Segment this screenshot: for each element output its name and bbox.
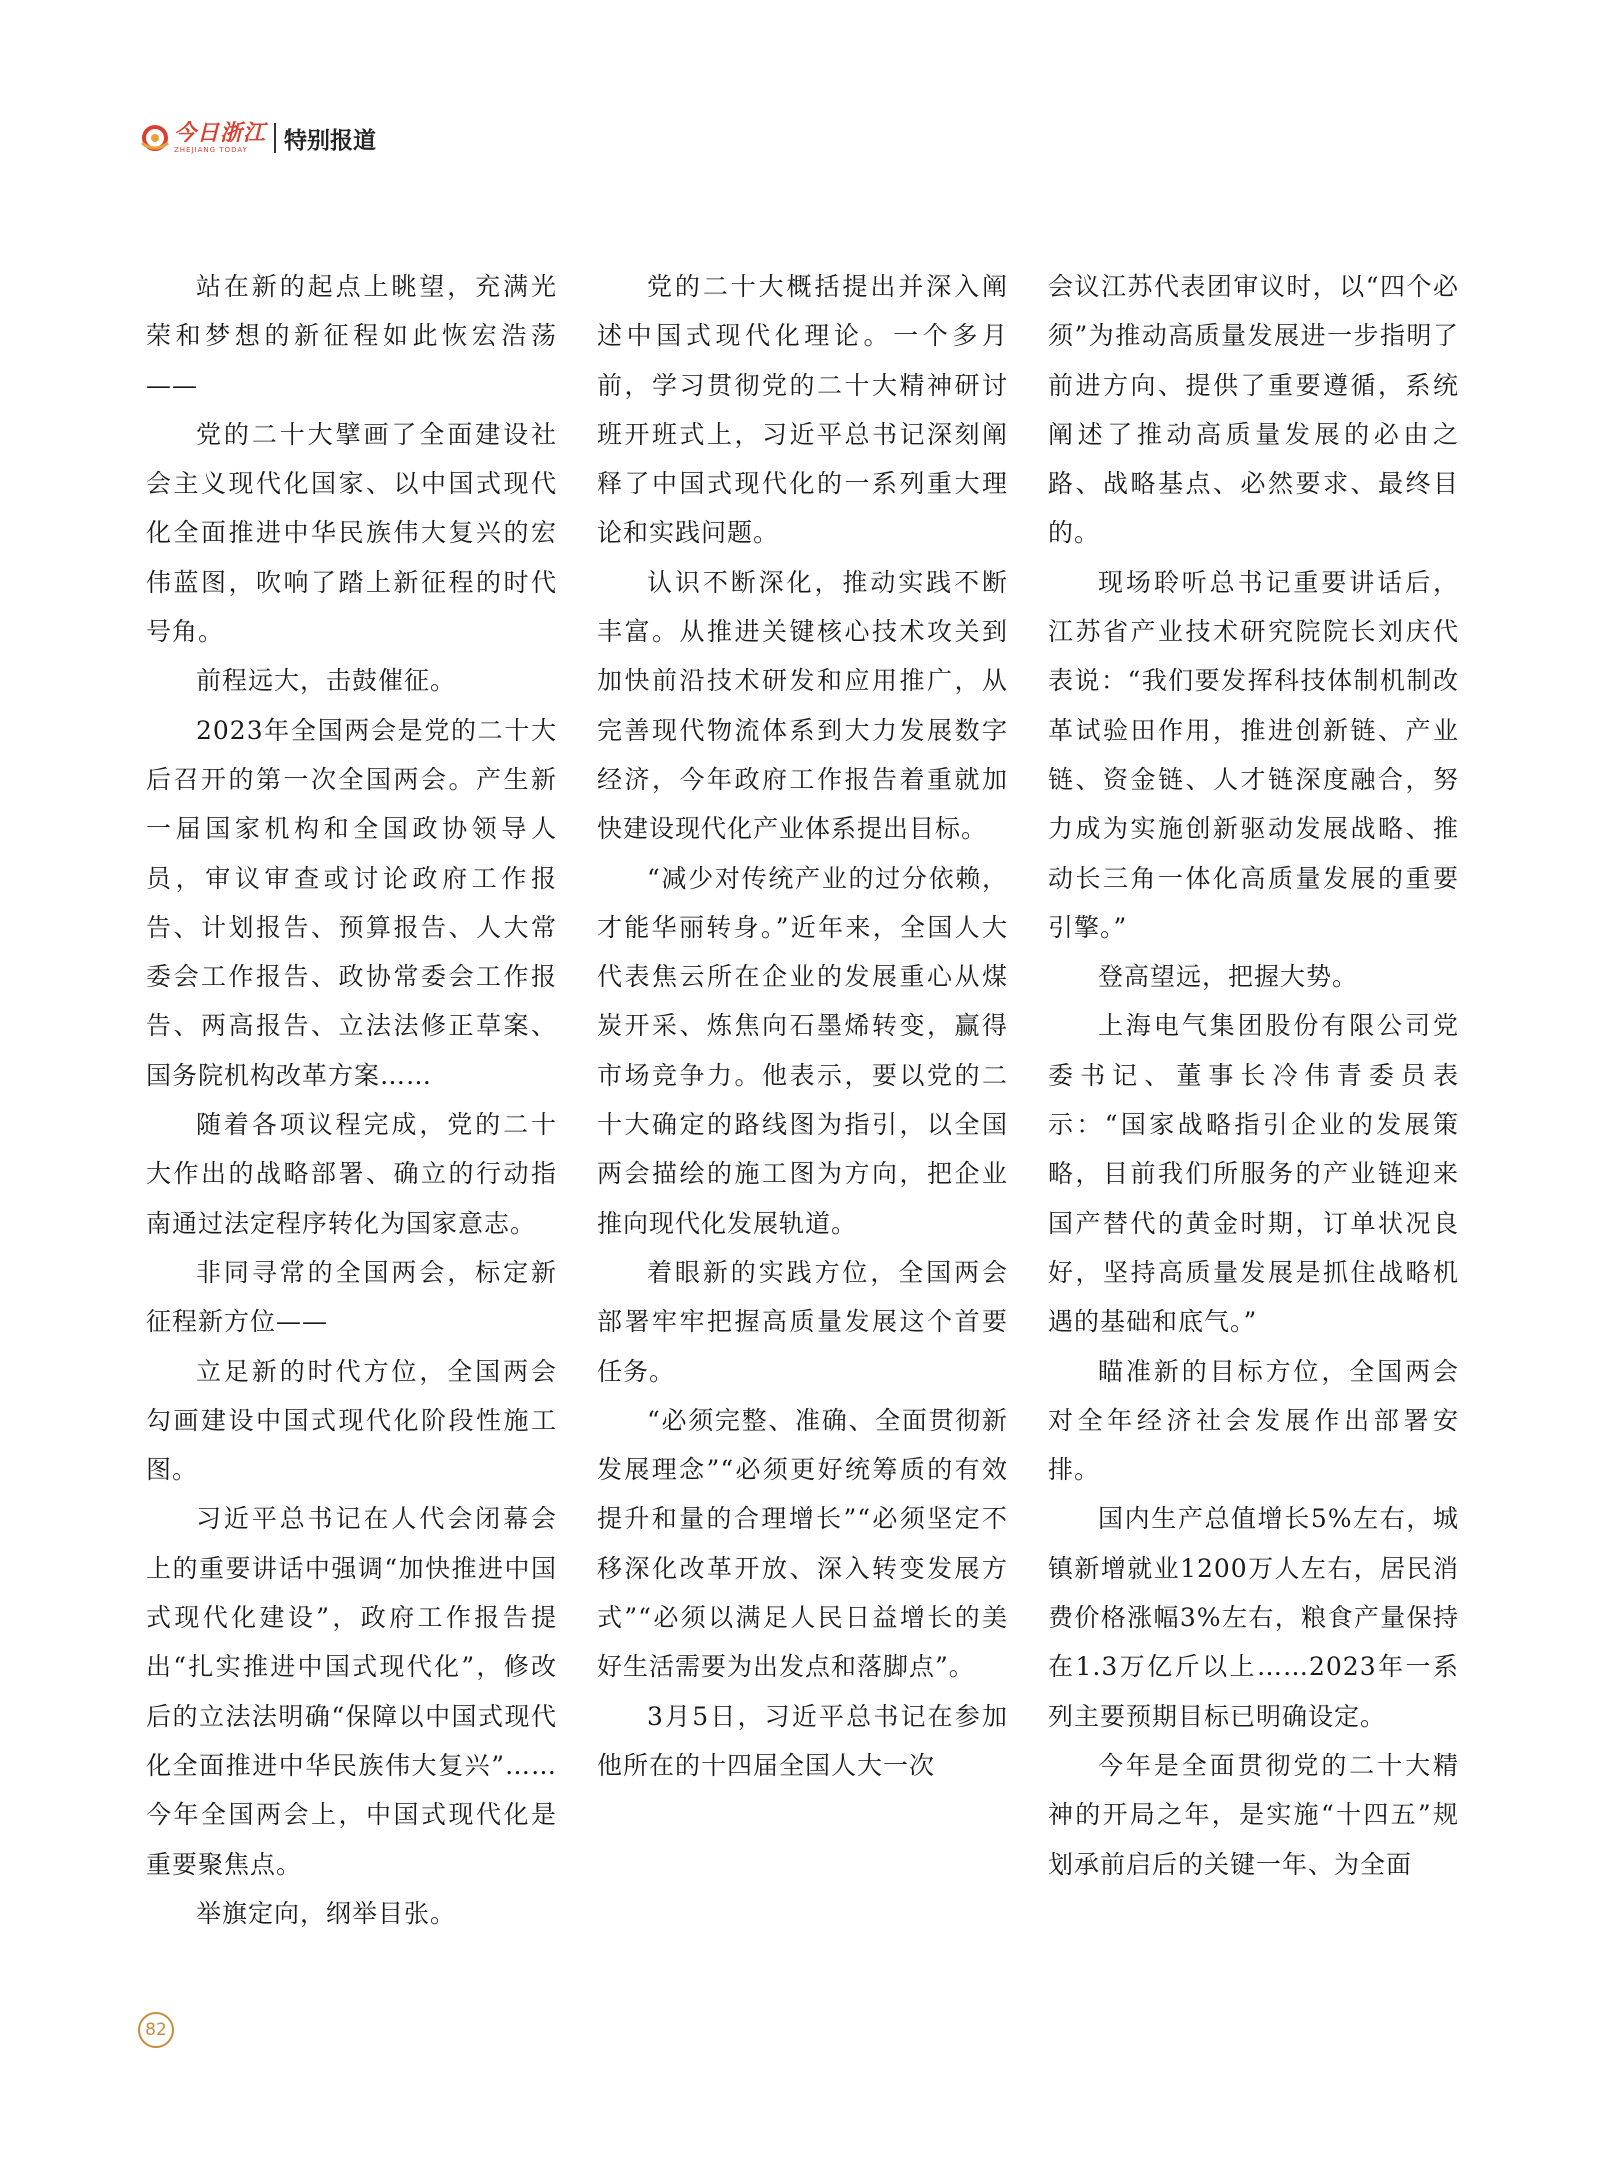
paragraph: 着眼新的实践方位，全国两会部署牢牢把握高质量发展这个首要任务。 [597,1257,1008,1386]
paragraph: 站在新的起点上眺望，充满光荣和梦想的新征程如此恢宏浩荡—— [146,272,557,400]
paragraph: 国内生产总值增长5%左右，城镇新增就业1200万人左右，居民消费价格涨幅3%左右，粮食产量保持在1.3万亿斤以上……2023年一系列主要预期目标已明确设定。 [1048,1504,1459,1731]
paragraph: 登高望远，把握大势。 [1098,962,1359,992]
paragraph: 2023年全国两会是党的二十大后召开的第一次全国两会。产生新一届国家机构和全国政协领导人员，审议审查或讨论政府工作报告、计划报告、预算报告、人大常委会工作报告、政协常委会工作报告、两高报告、立法法修正草案、国务院机构改革方案…… [146,715,557,1090]
paragraph: “必须完整、准确、全面贯彻新发展理念”“必须更好统筹质的有效提升和量的合理增长”“必须坚定不移深化改革开放、深入转变发展方式”“必须以满足人民日益增长的美好生活需要为出发点和落脚点”。 [597,1405,1008,1682]
paragraph: 瞄准新的目标方位，全国两会对全年经济社会发展作出部署安排。 [1048,1356,1459,1485]
paragraph: 3月5日，习近平总书记在参加他所在的十四届全国人大一次 [597,1701,1008,1780]
sun-logo-icon [140,123,170,153]
paragraph: 随着各项议程完成，党的二十大作出的战略部署、确立的行动指南通过法定程序转化为国家意志。 [146,1110,557,1238]
paragraph: 上海电气集团股份有限公司党委书记、董事长冷伟青委员表示：“国家战略指引企业的发展策略，目前我们所服务的产业链迎来国产替代的黄金时期，订单状况良好，坚持高质量发展是抓住战略机遇的基础和底气。” [1048,1011,1459,1337]
column-3 [1048,262,1459,1938]
paragraph: 现场聆听总书记重要讲话后，江苏省产业技术研究院院长刘庆代表说：“我们要发挥科技体制机制改革试验田作用，推进创新链、产业链、资金链、人才链深度融合，努力成为实施创新驱动发展战略、推动长三角一体化高质量发展的重要引擎。” [1048,567,1459,942]
paragraph: 会议江苏代表团审议时，以“四个必须”为推动高质量发展进一步指明了前进方向、提供了重要遵循，系统阐述了推动高质量发展的必由之路、战略基点、必然要求、最终目的。 [1048,272,1459,548]
header-divider [274,123,276,153]
section-title: 特别报道 [284,127,377,154]
logo-subtext: ZHEJIANG TODAY [174,145,248,154]
page-number: 82 [138,2012,174,2048]
page-header [140,118,376,158]
paragraph: 党的二十大擘画了全面建设社会主义现代化国家、以中国式现代化全面推进中华民族伟大复兴的宏伟蓝图，吹响了踏上新征程的时代号角。 [146,419,557,647]
article-body [146,262,1459,1938]
paragraph: 习近平总书记在人代会闭幕会上的重要讲话中强调“加快推进中国式现代化建设”，政府工作报告提出“扎实推进中国式现代化”，修改后的立法法明确“保障以中国式现代化全面推进中华民族伟大复兴”……今年全国两会上，中国式现代化是重要聚焦点。 [146,1504,557,1879]
logo-text: 今日浙江 [174,120,267,146]
paragraph: 认识不断深化，推动实践不断丰富。从推进关键核心技术攻关到加快前沿技术研发和应用推广，从完善现代物流体系到大力发展数字经济，今年政府工作报告着重就加快建设现代化产业体系提出目标。 [597,567,1008,844]
paragraph: 党的二十大概括提出并深入阐述中国式现代化理论。一个多月前，学习贯彻党的二十大精神研讨班开班式上，习近平总书记深刻阐释了中国式现代化的一系列重大理论和实践问题。 [597,272,1008,548]
column-1 [146,262,557,1938]
column-2 [597,262,1008,1938]
magazine-logo [140,120,267,154]
paragraph: 今年是全面贯彻党的二十大精神的开局之年，是实施“十四五”规划承前启后的关键一年、为全面 [1048,1750,1459,1879]
paragraph: 举旗定向，纲举目张。 [196,1898,457,1928]
paragraph: “减少对传统产业的过分依赖，才能华丽转身。”近年来，全国人大代表焦云所在企业的发展重心从煤炭开采、炼焦向石墨烯转变，赢得市场竞争力。他表示，要以党的二十大确定的路线图为指引，以全国两会描绘的施工图为方向，把企业推向现代化发展轨道。 [597,863,1008,1238]
paragraph: 前程远大，击鼓催征。 [196,666,457,696]
paragraph: 非同寻常的全国两会，标定新征程新方位—— [146,1257,557,1337]
paragraph: 立足新的时代方位，全国两会勾画建设中国式现代化阶段性施工图。 [146,1356,557,1485]
